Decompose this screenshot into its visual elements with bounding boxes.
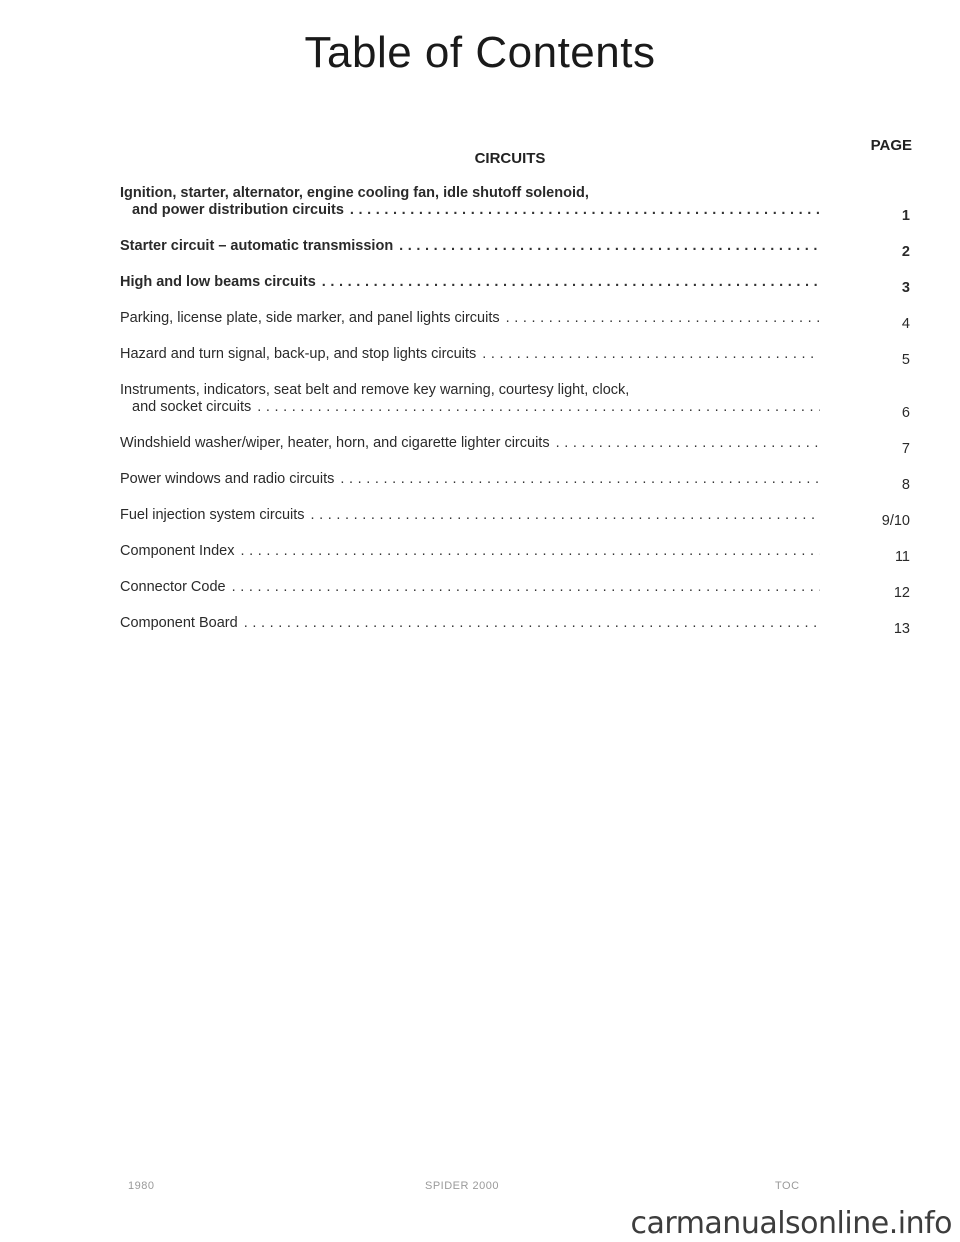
toc-entry-label: Component Index — [120, 543, 235, 559]
toc-entry-page: 4 — [901, 316, 910, 332]
footer-year: 1980 — [128, 1180, 155, 1192]
toc-entry-label: Hazard and turn signal, back-up, and stop lights circuits — [120, 346, 477, 362]
toc-entry-page: 7 — [901, 441, 910, 457]
toc-entry-page: 2 — [901, 244, 910, 260]
toc-entry-page: 5 — [901, 352, 910, 368]
page-title: Table of Contents — [304, 28, 656, 77]
dot-leader — [482, 346, 820, 363]
toc-entry-first-line: Instruments, indicators, seat belt and remove key warning, courtesy light, clock, — [120, 382, 630, 398]
toc-entry-beams[interactable] — [120, 274, 910, 296]
toc-entry-label: Connector Code — [120, 579, 226, 595]
toc-entry-page: 6 — [901, 405, 910, 421]
dot-leader — [257, 399, 820, 416]
dot-leader — [322, 274, 820, 291]
dot-leader — [506, 310, 820, 327]
dot-leader — [399, 238, 820, 255]
toc-entry-hazard[interactable] — [120, 346, 910, 368]
footer-model: SPIDER 2000 — [425, 1180, 499, 1192]
toc-entry-parking[interactable] — [120, 310, 910, 332]
toc-entry-page: 3 — [901, 280, 910, 296]
dot-leader — [240, 543, 820, 560]
toc-entry-page: 12 — [893, 585, 910, 601]
watermark: carmanualsonline.info — [630, 1206, 952, 1241]
toc-entry-label: Parking, license plate, side marker, and panel lights circuits — [120, 310, 500, 326]
toc-entry-connector-code[interactable] — [120, 579, 910, 601]
dot-leader — [311, 507, 820, 524]
dot-leader — [232, 579, 820, 596]
toc-entry-label: Windshield washer/wiper, heater, horn, and cigarette lighter circuits — [120, 435, 550, 451]
toc-entry-page: 1 — [901, 208, 910, 224]
toc-entry-page: 9/10 — [881, 513, 910, 529]
dot-leader — [244, 615, 820, 632]
toc-entry-component-index[interactable] — [120, 543, 910, 565]
toc-entry-windshield[interactable] — [120, 435, 910, 457]
toc-entry-label: Power windows and radio circuits — [120, 471, 335, 487]
toc-entry-component-board[interactable] — [120, 615, 910, 637]
toc-entry-label: Fuel injection system circuits — [120, 507, 305, 523]
footer-section-code: TOC — [775, 1180, 800, 1192]
page-column-header: PAGE — [870, 137, 912, 154]
toc-entry-label: Starter circuit – automatic transmission — [120, 238, 394, 254]
toc-entry-page: 11 — [894, 549, 910, 565]
toc-list — [120, 185, 910, 651]
toc-entry-first-line: Ignition, starter, alternator, engine cooling fan, idle shutoff solenoid, — [120, 185, 589, 201]
toc-entry-label: and socket circuits — [132, 399, 252, 415]
toc-entry-label: High and low beams circuits — [120, 274, 316, 290]
toc-entry-label: and power distribution circuits — [132, 202, 344, 218]
toc-entry-starter[interactable] — [120, 238, 910, 260]
toc-entry-label: Component Board — [120, 615, 238, 631]
toc-entry-fuel-injection[interactable] — [120, 507, 910, 529]
toc-entry-instruments[interactable] — [120, 382, 910, 421]
dot-leader — [340, 471, 820, 488]
toc-entry-ignition[interactable] — [120, 185, 910, 224]
toc-entry-page: 13 — [893, 621, 910, 637]
toc-entry-power-windows[interactable] — [120, 471, 910, 493]
dot-leader — [556, 435, 820, 452]
dot-leader — [350, 202, 820, 219]
section-title: CIRCUITS — [474, 150, 546, 167]
toc-entry-page: 8 — [901, 477, 910, 493]
